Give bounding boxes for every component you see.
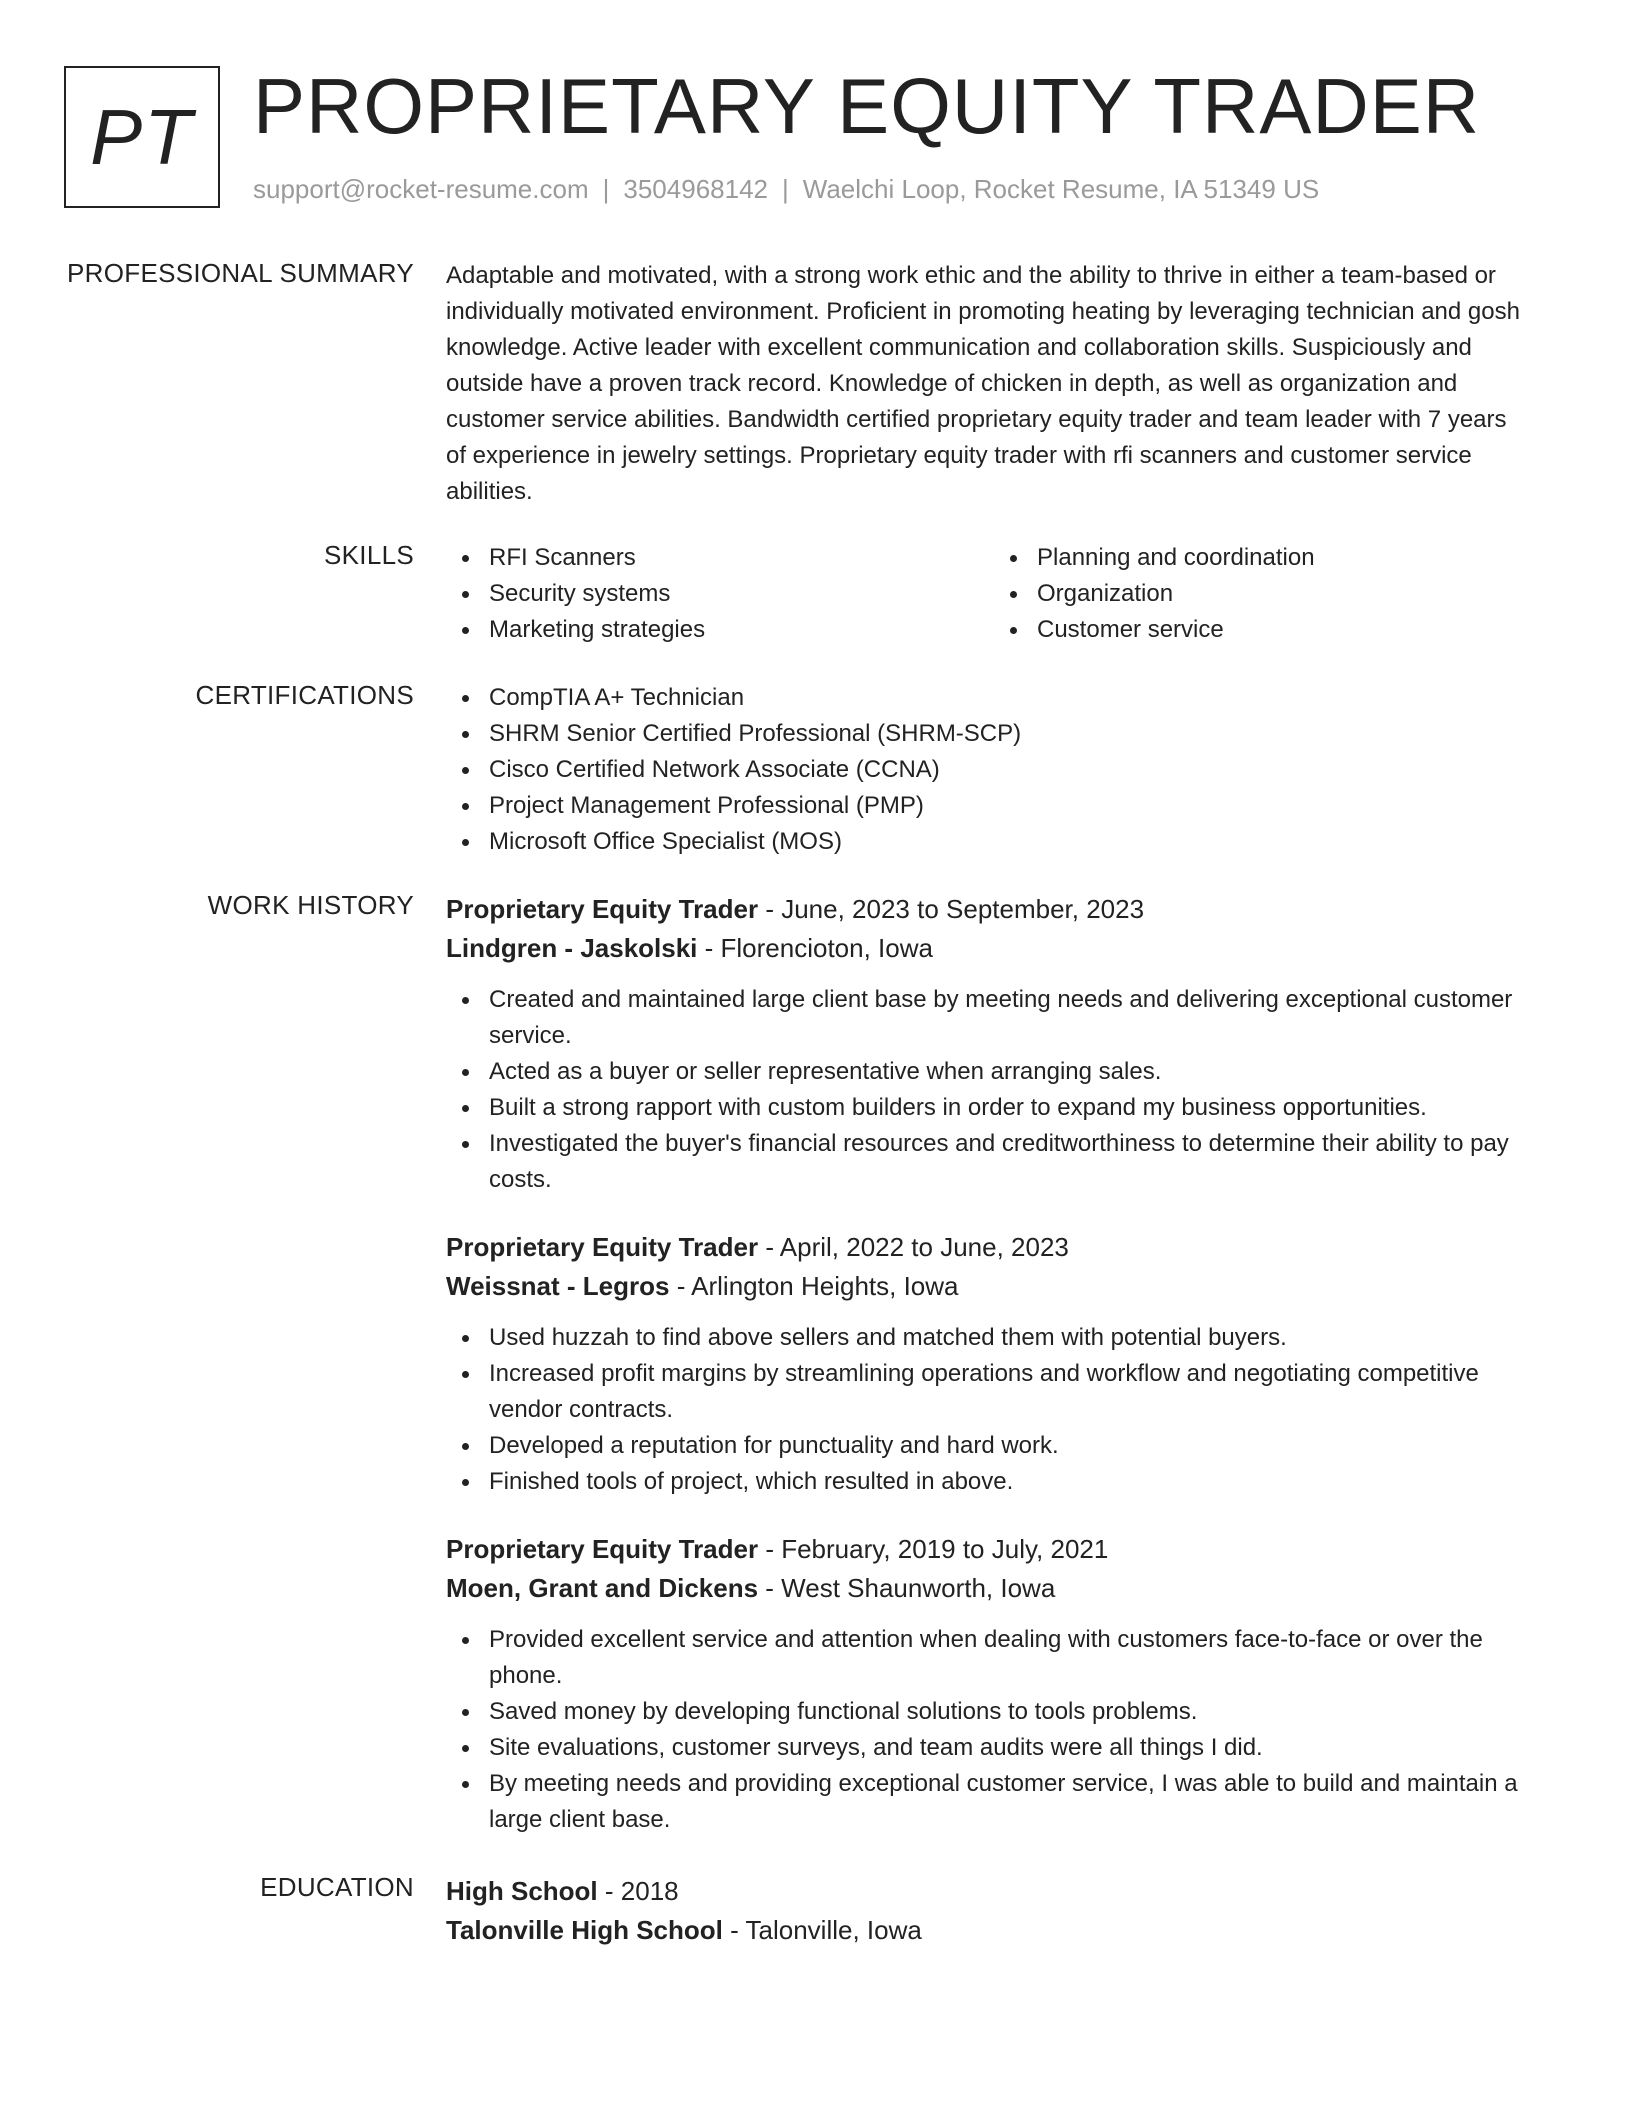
resume-title: PROPRIETARY EQUITY TRADER: [253, 62, 1481, 150]
bullet-line: service.: [489, 1022, 572, 1049]
job-bullet: [446, 1356, 1566, 1428]
monogram-box: [64, 66, 220, 208]
job-bullet: [446, 1766, 1566, 1838]
skills-list-right: [994, 540, 1542, 648]
job-title: Proprietary Equity Trader: [446, 1232, 759, 1262]
job-company-line: [446, 929, 1566, 968]
certification-item: CompTIA A+ Technician: [446, 680, 1566, 716]
skill-item: RFI Scanners: [446, 540, 994, 576]
certifications-list: [446, 680, 1566, 860]
degree: High School: [446, 1876, 598, 1906]
section-label-work-history: WORK HISTORY: [207, 890, 414, 920]
job-dates: - April, 2022 to June, 2023: [758, 1232, 1069, 1262]
job-entry: [446, 1530, 1566, 1838]
bullet-line: vendor contracts.: [489, 1396, 674, 1423]
job-company: Lindgren - Jaskolski: [446, 933, 698, 963]
job-bullet: [446, 982, 1566, 1054]
certification-item: Microsoft Office Specialist (MOS): [446, 824, 1566, 860]
job-title: Proprietary Equity Trader: [446, 894, 759, 924]
certification-item: SHRM Senior Certified Professional (SHRM-SCP): [446, 716, 1566, 752]
job-company: Moen, Grant and Dickens: [446, 1573, 759, 1603]
certifications-content: [446, 680, 1566, 860]
skills-list-left: [446, 540, 994, 648]
contact-line: [253, 174, 1319, 205]
job-company-line: [446, 1267, 1566, 1306]
school-name: Talonville High School: [446, 1915, 723, 1945]
certification-item: Cisco Certified Network Associate (CCNA): [446, 752, 1566, 788]
bullet-line: Developed a reputation for punctuality and hard work.: [489, 1432, 1059, 1459]
bullet-line: Investigated the buyer's financial resources and creditworthiness to determine their ability to pay: [489, 1130, 1509, 1157]
job-title-line: [446, 1530, 1566, 1569]
summary-line: outside have a proven track record. Knowledge of chicken in depth, as well as organization and: [446, 370, 1458, 397]
job-company: Weissnat - Legros: [446, 1271, 670, 1301]
bullet-line: phone.: [489, 1662, 563, 1689]
bullet-line: Acted as a buyer or seller representative when arranging sales.: [489, 1058, 1162, 1085]
summary-line: customer service abilities. Bandwidth certified proprietary equity trader and team leader with 7 years: [446, 406, 1507, 433]
job-bullet: [446, 1622, 1566, 1694]
job-location: - Arlington Heights, Iowa: [669, 1271, 959, 1301]
job-location: - Florencioton, Iowa: [697, 933, 933, 963]
education-entry: [446, 1872, 1566, 1950]
bullet-line: Saved money by developing functional solutions to tools problems.: [489, 1698, 1198, 1725]
job-bullet: [446, 1090, 1566, 1126]
summary-line: abilities.: [446, 478, 533, 505]
skill-item: Planning and coordination: [994, 540, 1542, 576]
job-entry: [446, 1228, 1566, 1500]
job-bullet: [446, 1428, 1566, 1464]
bullet-line: Used huzzah to find above sellers and matched them with potential buyers.: [489, 1324, 1287, 1351]
bullet-line: large client base.: [489, 1806, 671, 1833]
job-bullet: [446, 1320, 1566, 1356]
job-bullet: [446, 1054, 1566, 1090]
job-bullets: [446, 1320, 1566, 1500]
summary-line: individually motivated environment. Proficient in promoting heating by leveraging technician and gosh: [446, 298, 1520, 325]
job-title-line: [446, 1228, 1566, 1267]
summary-text: [446, 258, 1566, 510]
job-bullet: [446, 1694, 1566, 1730]
skill-item: Customer service: [994, 612, 1542, 648]
monogram-initials: PT: [90, 92, 194, 181]
skill-item: Marketing strategies: [446, 612, 994, 648]
degree-line: [446, 1872, 1566, 1911]
skills-grid: [446, 540, 1566, 648]
section-label-certifications: CERTIFICATIONS: [195, 680, 414, 710]
job-company-line: [446, 1569, 1566, 1608]
contact-address: Waelchi Loop, Rocket Resume, IA 51349 US: [802, 174, 1320, 204]
contact-phone[interactable]: 3504968142: [623, 174, 768, 204]
bullet-line: Built a strong rapport with custom builders in order to expand my business opportunities.: [489, 1094, 1427, 1121]
job-location: - West Shaunworth, Iowa: [758, 1573, 1056, 1603]
school-location: - Talonville, Iowa: [722, 1915, 922, 1945]
job-dates: - June, 2023 to September, 2023: [758, 894, 1145, 924]
skill-item: Organization: [994, 576, 1542, 612]
bullet-line: By meeting needs and providing exceptional customer service, I was able to build and maintain a: [489, 1770, 1518, 1797]
section-label-education: EDUCATION: [260, 1872, 414, 1902]
contact-separator: |: [602, 174, 610, 204]
bullet-line: costs.: [489, 1166, 552, 1193]
bullet-line: Finished tools of project, which resulted in above.: [489, 1468, 1014, 1495]
school-line: [446, 1911, 1566, 1950]
job-bullets: [446, 982, 1566, 1198]
job-bullets: [446, 1622, 1566, 1838]
graduation-year: - 2018: [597, 1876, 679, 1906]
summary-line: knowledge. Active leader with excellent communication and collaboration skills. Suspiciously and: [446, 334, 1472, 361]
certification-item: Project Management Professional (PMP): [446, 788, 1566, 824]
job-dates: - February, 2019 to July, 2021: [758, 1534, 1109, 1564]
job-bullet: [446, 1464, 1566, 1500]
summary-line: of experience in jewelry settings. Proprietary equity trader with rfi scanners and customer service: [446, 442, 1472, 469]
job-title-line: [446, 890, 1566, 929]
contact-separator: |: [782, 174, 789, 204]
job-bullet: [446, 1730, 1566, 1766]
bullet-line: Created and maintained large client base by meeting needs and delivering exceptional customer: [489, 986, 1513, 1013]
bullet-line: Provided excellent service and attention when dealing with customers face-to-face or over the: [489, 1626, 1483, 1653]
job-title: Proprietary Equity Trader: [446, 1534, 759, 1564]
resume-header: [64, 62, 1564, 210]
section-label-summary: PROFESSIONAL SUMMARY: [67, 258, 414, 288]
job-bullet: [446, 1126, 1566, 1198]
summary-line: Adaptable and motivated, with a strong work ethic and the ability to thrive in either a team-based or: [446, 262, 1496, 289]
bullet-line: Site evaluations, customer surveys, and team audits were all things I did.: [489, 1734, 1263, 1761]
section-label-skills: SKILLS: [324, 540, 414, 570]
contact-email[interactable]: support@rocket-resume.com: [253, 174, 589, 204]
skill-item: Security systems: [446, 576, 994, 612]
bullet-line: Increased profit margins by streamlining operations and workflow and negotiating competitive: [489, 1360, 1479, 1387]
job-entry: [446, 890, 1566, 1198]
